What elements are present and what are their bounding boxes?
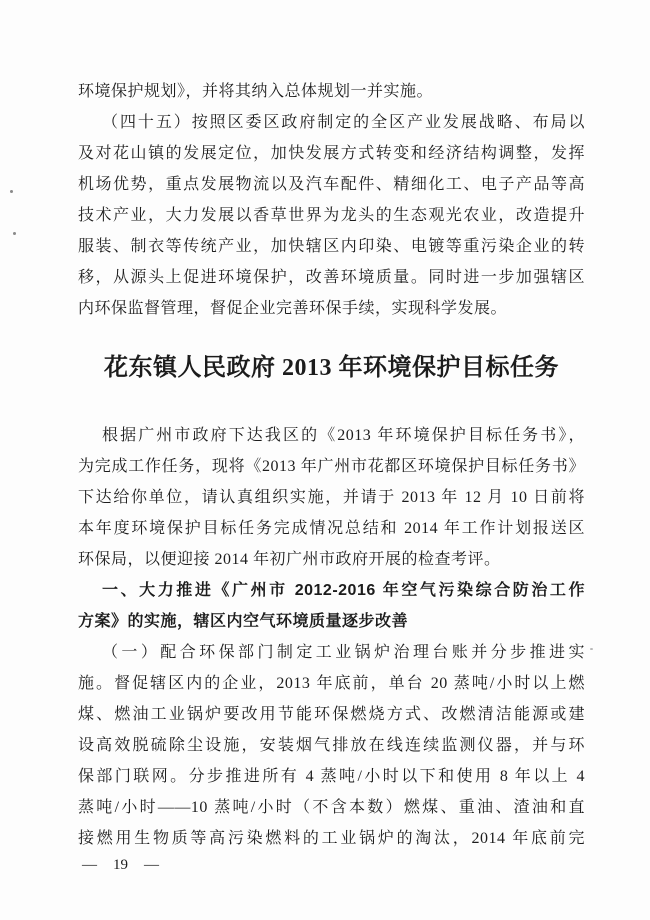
text-line: 蒸吨/小时——10 蒸吨/小时（不含本数）燃煤、重油、渣油和直 bbox=[78, 799, 585, 816]
text-line: 设高效脱硫除尘设施，安装烟气排放在线连续监测仪器，并与环 bbox=[78, 737, 585, 754]
text-line: 为完成工作任务，现将《2013 年广州市花都区环境保护目标任务书》 bbox=[78, 458, 585, 475]
scan-speck bbox=[10, 190, 13, 193]
text-line: 环境保护规划》，并将其纳入总体规划一并实施。 bbox=[78, 83, 434, 100]
section-heading-line: 一、大力推进《广州市 2012-2016 年空气污染综合防治工作 bbox=[102, 582, 585, 599]
text-line: 保部门联网。分步推进所有 4 蒸吨/小时以下和使用 8 年以上 4 bbox=[78, 768, 585, 785]
footer-left-dash: — bbox=[82, 856, 97, 873]
scan-speck bbox=[13, 232, 16, 235]
text-line: 接燃用生物质等高污染燃料的工业锅炉的淘汰，2014 年底前完 bbox=[78, 830, 585, 847]
footer-number: 19 bbox=[113, 856, 128, 873]
text-line: 技术产业，大力发展以香草世界为龙头的生态观光农业，改造提升 bbox=[78, 207, 585, 224]
text-block bbox=[78, 76, 585, 854]
text-line: 环保局，以便迎接 2014 年初广州市政府开展的检查考评。 bbox=[78, 551, 501, 568]
text-line: 及对花山镇的发展定位，加快发展方式转变和经济结构调整，发挥 bbox=[78, 145, 585, 162]
text-line: 内环保监督管理，督促企业完善环保手续，实现科学发展。 bbox=[78, 300, 508, 317]
text-line: 本年度环境保护目标任务完成情况总结和 2014 年工作计划报送区 bbox=[78, 520, 585, 537]
text-line: （一）配合环保部门制定工业锅炉治理台账并分步推进实 bbox=[102, 644, 585, 661]
text-line: 施。督促辖区内的企业，2013 年底前，单台 20 蒸吨/小时以上燃 bbox=[78, 675, 585, 692]
scan-speck bbox=[590, 648, 593, 650]
text-line: （四十五）按照区委区政府制定的全区产业发展战略、布局以 bbox=[102, 114, 585, 131]
text-line: 移，从源头上促进环境保护，改善环境质量。同时进一步加强辖区 bbox=[78, 269, 585, 286]
text-line: 下达给你单位，请认真组织实施，并请于 2013 年 12 月 10 日前将 bbox=[78, 489, 585, 506]
text-line: 煤、燃油工业锅炉要改用节能环保燃烧方式、改燃清洁能源或建 bbox=[78, 706, 585, 723]
document-title: 花东镇人民政府 2013 年环境保护目标任务 bbox=[104, 355, 559, 381]
text-line: 根据广州市政府下达我区的《2013 年环境保护目标任务书》， bbox=[102, 427, 585, 444]
text-line: 机场优势，重点发展物流以及汽车配件、精细化工、电子产品等高 bbox=[78, 176, 585, 193]
page-number bbox=[82, 855, 159, 875]
footer-right-dash: — bbox=[144, 856, 159, 873]
text-line: 服装、制衣等传统产业，加快辖区内印染、电镀等重污染企业的转 bbox=[78, 238, 585, 255]
section-heading-line: 方案》的实施，辖区内空气环境质量逐步改善 bbox=[78, 613, 409, 630]
